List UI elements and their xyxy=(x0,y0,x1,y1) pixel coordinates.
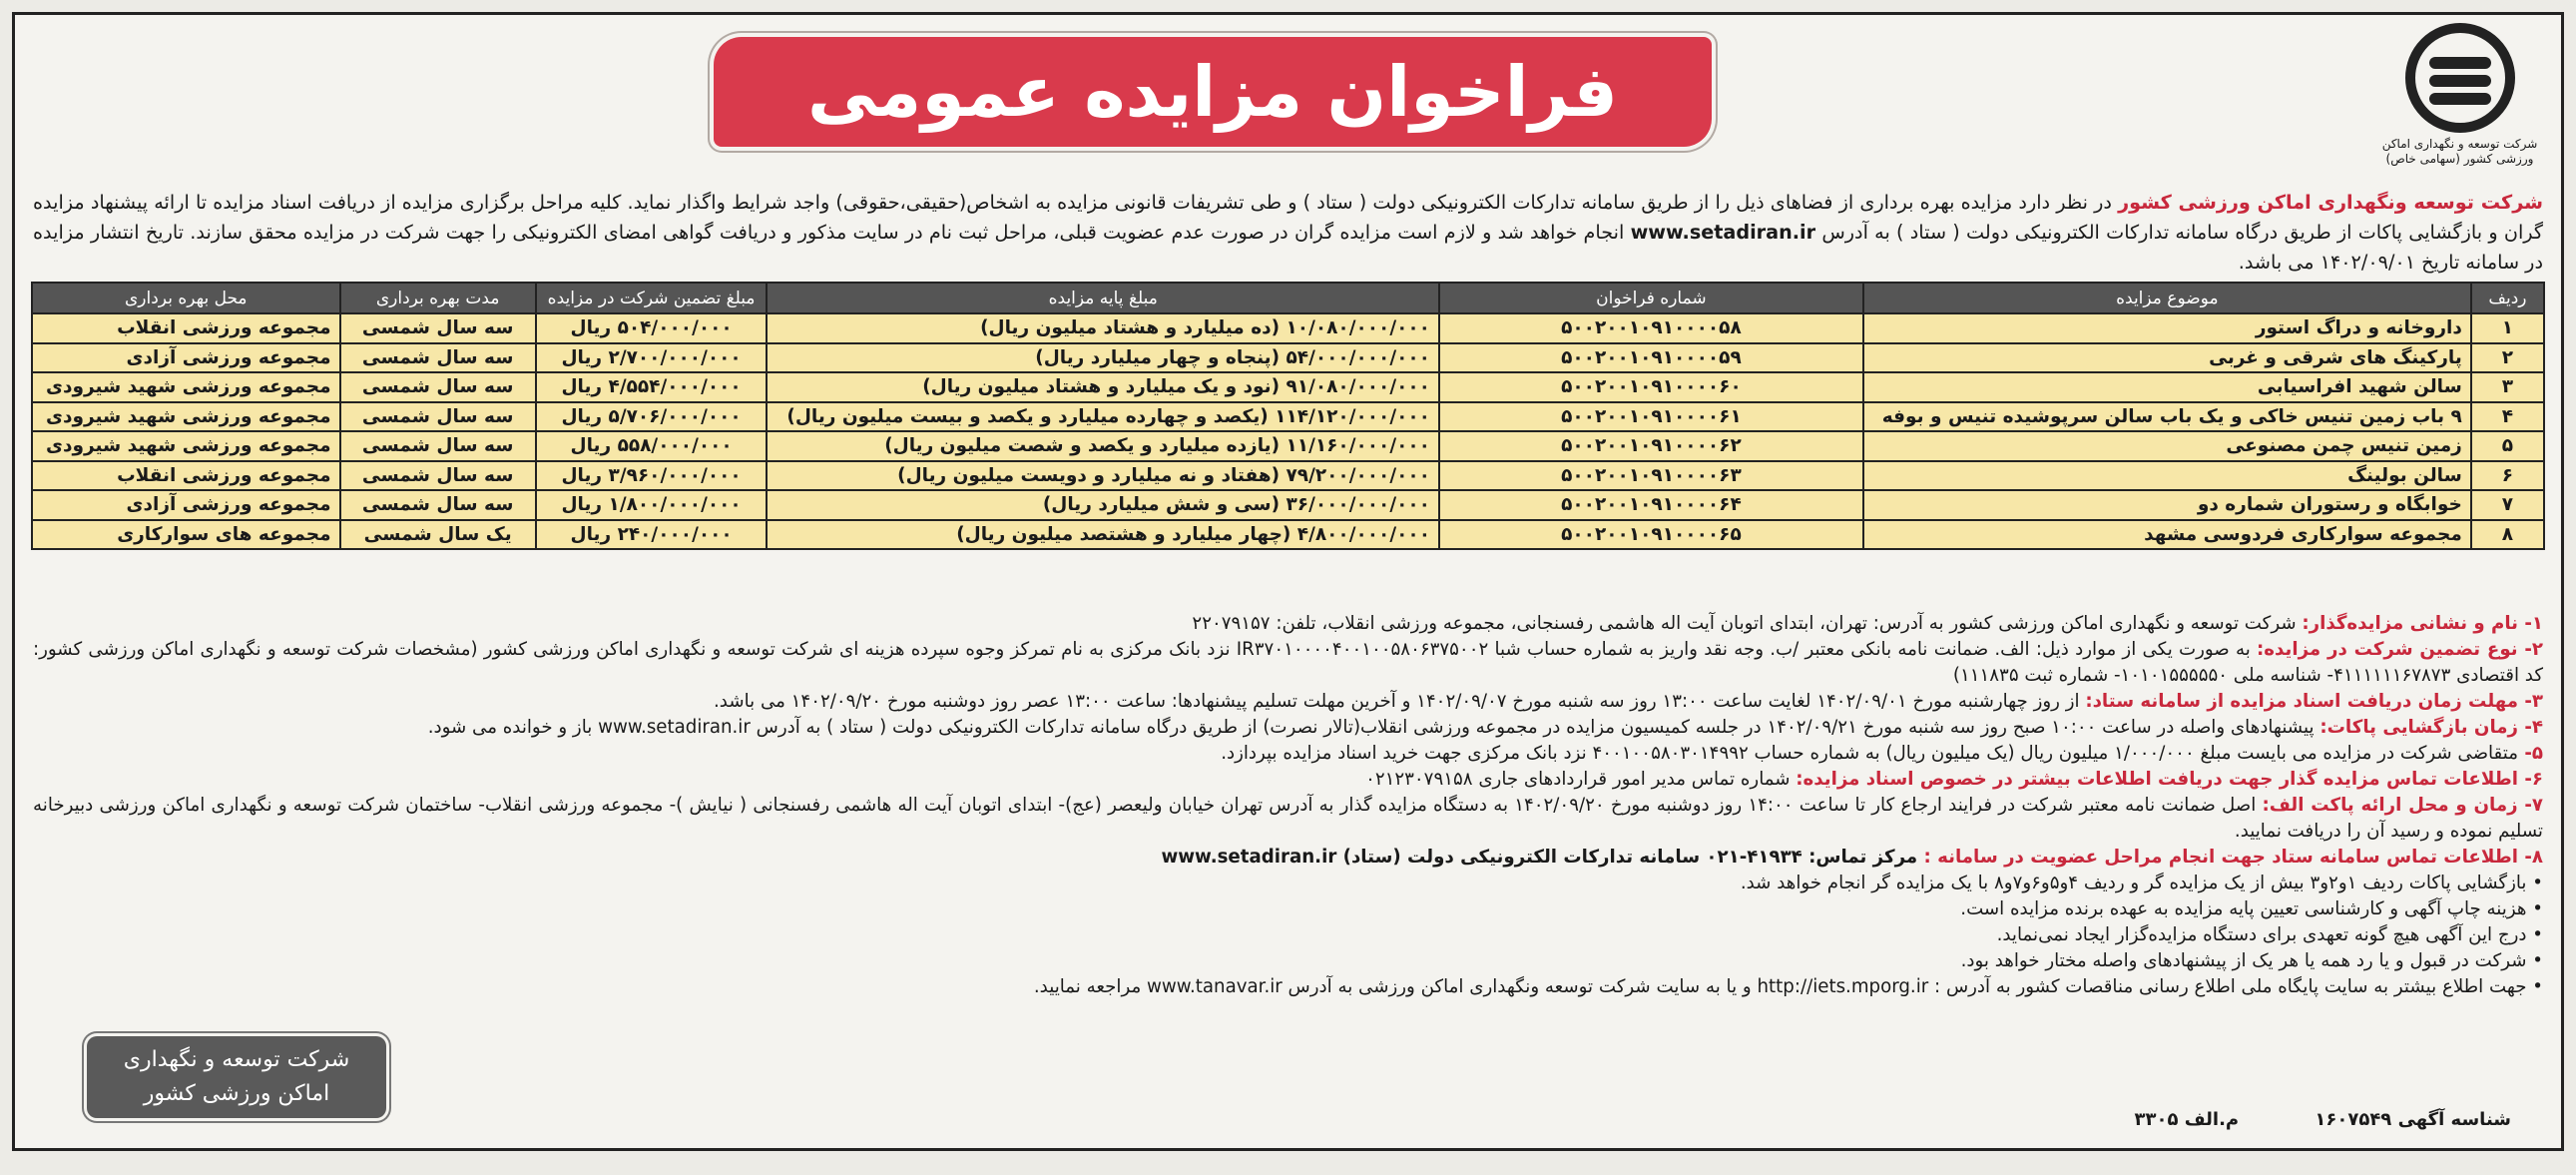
cell-location: مجموعه ورزشی آزادی xyxy=(32,343,340,373)
note-text: شرکت توسعه و نگهداری اماکن ورزشی کشور به آدرس: تهران، ابتدای اتوبان آیت اله هاشمی رفسنجانی، مجموعه ورزشی انقلاب، تلفن: ۲۲۰۷۹۱۵۷ xyxy=(1192,613,2303,634)
cell-index: ۲ xyxy=(2471,343,2544,373)
cell-topic: داروخانه و دراگ استور xyxy=(1863,313,2471,343)
footer-ids xyxy=(2064,1109,2511,1130)
cell-duration: یک سال شمسی xyxy=(340,520,536,550)
intro-paragraph xyxy=(33,188,2543,278)
note-bullet xyxy=(33,948,2543,974)
table-header-row xyxy=(32,283,2544,313)
table-row xyxy=(32,402,2544,432)
note-label: ۱- نام و نشانی مزایده‌گذار: xyxy=(2302,613,2543,634)
advertisement-page xyxy=(12,12,2564,1151)
note-item xyxy=(33,689,2543,715)
cell-location: مجموعه ورزشی انقلاب xyxy=(32,461,340,491)
header-location: محل بهره برداری xyxy=(32,283,340,313)
cell-location: مجموعه ورزشی شهید شیرودی xyxy=(32,431,340,461)
cell-base-amount: ۷۹/۲۰۰/۰۰۰/۰۰۰ (هفتاد و نه میلیارد و دویست میلیون ریال) xyxy=(767,461,1439,491)
logo-caption: شرکت توسعه و نگهداری اماکن ورزشی کشور (سهامی خاص) xyxy=(2381,137,2538,166)
note-text: • شرکت در قبول و یا رد همه یا هر یک از پیشنهادهای واصله مختار خواهد بود. xyxy=(1960,950,2543,971)
company-logo-icon xyxy=(2405,23,2515,133)
cell-base-amount: ۵۴/۰۰۰/۰۰۰/۰۰۰ (پنجاه و چهار میلیارد ریال) xyxy=(767,343,1439,373)
table-row xyxy=(32,461,2544,491)
cell-call-number: ۵۰۰۲۰۰۱۰۹۱۰۰۰۰۶۴ xyxy=(1439,490,1863,520)
note-bullet xyxy=(33,896,2543,922)
cell-guarantee: ۵۰۴/۰۰۰/۰۰۰ ریال xyxy=(536,313,768,343)
note-label: ۶- اطلاعات تماس مزایده گذار جهت دریافت اطلاعات بیشتر در خصوص اسناد مزایده: xyxy=(1796,769,2543,790)
cell-base-amount: ۳۶/۰۰۰/۰۰۰/۰۰۰ (سی و شش میلیارد ریال) xyxy=(767,490,1439,520)
table-row xyxy=(32,490,2544,520)
note-bullet xyxy=(33,871,2543,896)
cell-duration: سه سال شمسی xyxy=(340,461,536,491)
cell-call-number: ۵۰۰۲۰۰۱۰۹۱۰۰۰۰۵۸ xyxy=(1439,313,1863,343)
note-text: از روز چهارشنبه مورخ ۱۴۰۲/۰۹/۰۱ لغایت ساعت ۱۳:۰۰ روز سه شنبه مورخ ۱۴۰۲/۰۹/۰۷ و آخرین مهلت تسلیم پیشنهادها: ساعت ۱۳:۰۰ عصر روز دوشنبه مورخ ۱۴۰۲/۰۹/۲۰ می باشد. xyxy=(714,691,2086,712)
note-label: ۸- اطلاعات تماس سامانه ستاد جهت انجام مراحل عضویت در سامانه : xyxy=(1923,847,2543,868)
cell-guarantee: ۳/۹۶۰/۰۰۰/۰۰۰ ریال xyxy=(536,461,768,491)
cell-call-number: ۵۰۰۲۰۰۱۰۹۱۰۰۰۰۶۰ xyxy=(1439,372,1863,402)
header-base-amount: مبلغ پایه مزایده xyxy=(767,283,1439,313)
cell-guarantee: ۵/۷۰۶/۰۰۰/۰۰۰ ریال xyxy=(536,402,768,432)
cell-base-amount: ۱۱/۱۶۰/۰۰۰/۰۰۰ (یازده میلیارد و یکصد و شصت میلیون ریال) xyxy=(767,431,1439,461)
cell-duration: سه سال شمسی xyxy=(340,313,536,343)
note-label: ۵- xyxy=(2518,743,2543,764)
ad-code: م.الف ۳۳۰۵ xyxy=(2134,1109,2240,1130)
note-text: شماره تماس مدیر امور قراردادهای جاری ۰۲۱۲۳۰۷۹۱۵۸ xyxy=(1365,769,1797,790)
note-item xyxy=(33,611,2543,637)
auction-table xyxy=(31,282,2545,550)
cell-base-amount: ۹۱/۰۸۰/۰۰۰/۰۰۰ (نود و یک میلیارد و هشتاد میلیون ریال) xyxy=(767,372,1439,402)
cell-index: ۵ xyxy=(2471,431,2544,461)
intro-text-2: انجام خواهد شد و لازم است مزایده گران در صورت عدم عضویت قبلی، مراحل ثبت نام در سایت مذکور و دریافت گواهی امضای الکترونیکی را جهت شرکت در مزایده محقق سازند. تاریخ انتشار مزایده در سامانه تاریخ ۱۴۰۲/۰۹/۰۱ می باشد. xyxy=(33,221,2543,274)
note-text: به صورت یکی از موارد ذیل: الف. ضمانت نامه بانکی معتبر /ب. وجه نقد واریز به شماره حساب شبا IR۳۷۰۱۰۰۰۰۴۰۰۱۰۰۵۸۰۶۳۷۵۰۰۲ نزد بانک مرکزی به نام تمرکز وجوه سپرده هزینه ای شرکت توسعه و نگهداری اماکن ورزشی کشور (مشخصات شرکت توسعه و نگهداری اماکن ورزشی کشور: کد اقتصادی ۴۱۱۱۱۱۱۶۷۸۷۳- شناسه ملی ۱۰۱۰۱۵۵۵۵۵۰- شماره ثبت ۱۱۱۸۳۵) xyxy=(33,639,2543,686)
cell-topic: خوابگاه و رستوران شماره دو xyxy=(1863,490,2471,520)
notes-section xyxy=(33,611,2543,1000)
cell-duration: سه سال شمسی xyxy=(340,372,536,402)
cell-call-number: ۵۰۰۲۰۰۱۰۹۱۰۰۰۰۵۹ xyxy=(1439,343,1863,373)
header-guarantee: مبلغ تضمین شرکت در مزایده xyxy=(536,283,768,313)
note-text: • درج این آگهی هیچ گونه تعهدی برای دستگاه مزایده‌گزار ایجاد نمی‌نماید. xyxy=(1996,924,2543,945)
page-title: فراخوان مزایده عمومی xyxy=(807,51,1618,133)
note-item xyxy=(33,845,2543,871)
title-banner xyxy=(714,37,1712,147)
cell-guarantee: ۴/۵۵۴/۰۰۰/۰۰۰ ریال xyxy=(536,372,768,402)
cell-topic: پارکینگ های شرقی و غربی xyxy=(1863,343,2471,373)
cell-index: ۱ xyxy=(2471,313,2544,343)
cell-base-amount: ۴/۸۰۰/۰۰۰/۰۰۰ (چهار میلیارد و هشتصد میلیون ریال) xyxy=(767,520,1439,550)
note-item xyxy=(33,793,2543,845)
cell-duration: سه سال شمسی xyxy=(340,431,536,461)
note-item xyxy=(33,637,2543,689)
org-line-2: اماکن ورزشی کشور xyxy=(143,1081,330,1106)
note-item xyxy=(33,767,2543,793)
cell-call-number: ۵۰۰۲۰۰۱۰۹۱۰۰۰۰۶۳ xyxy=(1439,461,1863,491)
header-row-index: ردیف xyxy=(2471,283,2544,313)
note-text: پیشنهادهای واصله در ساعت ۱۰:۰۰ صبح روز سه شنبه مورخ ۱۴۰۲/۰۹/۲۱ در جلسه کمیسیون مزایده در مجموعه ورزشی انقلاب(تالار نصرت) از طریق درگاه سامانه تدارکات الکترونیکی دولت ( ستاد ) به آدرس www.setadiran.ir باز و خوانده می شود. xyxy=(427,717,2320,738)
table-row xyxy=(32,520,2544,550)
note-label: ۴- زمان بازگشایی پاکات: xyxy=(2319,717,2543,738)
cell-location: مجموعه های سوارکاری xyxy=(32,520,340,550)
cell-index: ۳ xyxy=(2471,372,2544,402)
cell-location: مجموعه ورزشی انقلاب xyxy=(32,313,340,343)
cell-base-amount: ۱۱۴/۱۲۰/۰۰۰/۰۰۰ (یکصد و چهارده میلیارد و یکصد و بیست میلیون ریال) xyxy=(767,402,1439,432)
cell-index: ۷ xyxy=(2471,490,2544,520)
cell-guarantee: ۲۴۰/۰۰۰/۰۰۰ ریال xyxy=(536,520,768,550)
ad-id: شناسه آگهی ۱۶۰۷۵۴۹ xyxy=(2315,1109,2511,1130)
header-duration: مدت بهره برداری xyxy=(340,283,536,313)
cell-guarantee: ۱/۸۰۰/۰۰۰/۰۰۰ ریال xyxy=(536,490,768,520)
note-text: متقاضی شرکت در مزایده می بایست مبلغ ۱/۰۰۰/۰۰۰ میلیون ریال (یک میلیون ریال) به شماره حساب ۴۰۰۱۰۰۵۸۰۳۰۱۴۹۹۲ نزد بانک مرکزی جهت خرید اسناد مزایده بپردازد. xyxy=(1221,743,2518,764)
cell-topic: سالن بولینگ xyxy=(1863,461,2471,491)
note-text: • جهت اطلاع بیشتر به سایت پایگاه ملی اطلاع رسانی مناقصات کشور به آدرس : http://iets.mporg.ir و یا به سایت شرکت توسعه ونگهداری اماکن ورزشی به آدرس www.tanavar.ir مراجعه نمایید. xyxy=(1033,976,2543,997)
note-label: ۲- نوع تضمین شرکت در مزایده: xyxy=(2257,639,2544,660)
cell-topic: ۹ باب زمین تنیس خاکی و یک باب سالن سرپوشیده تنیس و بوفه xyxy=(1863,402,2471,432)
org-signature-box xyxy=(87,1036,386,1118)
cell-index: ۶ xyxy=(2471,461,2544,491)
cell-guarantee: ۵۵۸/۰۰۰/۰۰۰ ریال xyxy=(536,431,768,461)
note-bullet xyxy=(33,922,2543,948)
note-text: مرکز تماس: ۴۱۹۳۴-۰۲۱ سامانه تدارکات الکترونیکی دولت (ستاد) www.setadiran.ir xyxy=(1161,847,1924,868)
note-item xyxy=(33,715,2543,741)
note-label: ۷- زمان و محل ارائه پاکت الف: xyxy=(2262,795,2543,816)
cell-location: مجموعه ورزشی شهید شیرودی xyxy=(32,402,340,432)
cell-base-amount: ۱۰/۰۸۰/۰۰۰/۰۰۰ (ده میلیارد و هشتاد میلیون ریال) xyxy=(767,313,1439,343)
note-text: • بازگشایی پاکات ردیف ۱و۲و۳ بیش از یک مزایده گر و ردیف ۴و۵و۶و۷و۸ با یک مزایده گر انجام خواهد شد. xyxy=(1740,873,2543,893)
intro-text-1: در نظر دارد مزایده بهره برداری از فضاهای ذیل را از طریق سامانه تدارکات الکترونیکی دولت ( ستاد ) و طی تشریفات قانونی مزایده به اشخاص(حقیقی،حقوقی) واجد شرایط واگذار نماید. کلیه مراحل برگزاری مزایده از دریافت اسناد مزایده تا ارائه پیشنهاد مزایده گران و بازگشایی پاکات از طریق درگاه سامانه تدارکات الکترونیکی دولت ( ستاد ) به آدرس xyxy=(33,191,2544,244)
cell-duration: سه سال شمسی xyxy=(340,343,536,373)
cell-call-number: ۵۰۰۲۰۰۱۰۹۱۰۰۰۰۶۱ xyxy=(1439,402,1863,432)
cell-topic: مجموعه سوارکاری فردوسی مشهد xyxy=(1863,520,2471,550)
logo-block xyxy=(2372,23,2547,167)
table-row xyxy=(32,343,2544,373)
cell-duration: سه سال شمسی xyxy=(340,490,536,520)
cell-topic: زمین تنیس چمن مصنوعی xyxy=(1863,431,2471,461)
cell-location: مجموعه ورزشی شهید شیرودی xyxy=(32,372,340,402)
cell-location: مجموعه ورزشی آزادی xyxy=(32,490,340,520)
cell-topic: سالن شهید افراسیابی xyxy=(1863,372,2471,402)
cell-index: ۸ xyxy=(2471,520,2544,550)
note-item xyxy=(33,741,2543,767)
header-call-number: شماره فراخوان xyxy=(1439,283,1863,313)
note-label: ۳- مهلت زمان دریافت اسناد مزایده از سامانه ستاد: xyxy=(2085,691,2543,712)
header-topic: موضوع مزایده xyxy=(1863,283,2471,313)
note-text: • هزینه چاپ آگهی و کارشناسی تعیین پایه مزایده به عهده برنده مزایده است. xyxy=(1960,898,2543,919)
cell-guarantee: ۲/۷۰۰/۰۰۰/۰۰۰ ریال xyxy=(536,343,768,373)
cell-duration: سه سال شمسی xyxy=(340,402,536,432)
org-line-1: شرکت توسعه و نگهداری xyxy=(123,1047,350,1072)
note-text: اصل ضمانت نامه معتبر شرکت در فرایند ارجاع کار تا ساعت ۱۴:۰۰ روز دوشنبه مورخ ۱۴۰۲/۰۹/۲۰ به دستگاه مزایده گذار به آدرس تهران خیابان ولیعصر (عج)- ابتدای اتوبان آیت اله هاشمی رفسنجانی ( نیایش )- مجموعه ورزشی انقلاب- ساختمان شرکت توسعه و نگهداری اماکن ورزشی دبیرخانه تسلیم نموده و رسید آن را دریافت نمایید. xyxy=(33,795,2543,842)
table-row xyxy=(32,431,2544,461)
cell-call-number: ۵۰۰۲۰۰۱۰۹۱۰۰۰۰۶۵ xyxy=(1439,520,1863,550)
table-row xyxy=(32,313,2544,343)
cell-call-number: ۵۰۰۲۰۰۱۰۹۱۰۰۰۰۶۲ xyxy=(1439,431,1863,461)
intro-org-name: شرکت توسعه ونگهداری اماکن ورزشی کشور xyxy=(2118,191,2544,214)
note-bullet xyxy=(33,974,2543,1000)
cell-index: ۴ xyxy=(2471,402,2544,432)
table-row xyxy=(32,372,2544,402)
intro-url-link[interactable]: www.setadiran.ir xyxy=(1630,221,1816,244)
